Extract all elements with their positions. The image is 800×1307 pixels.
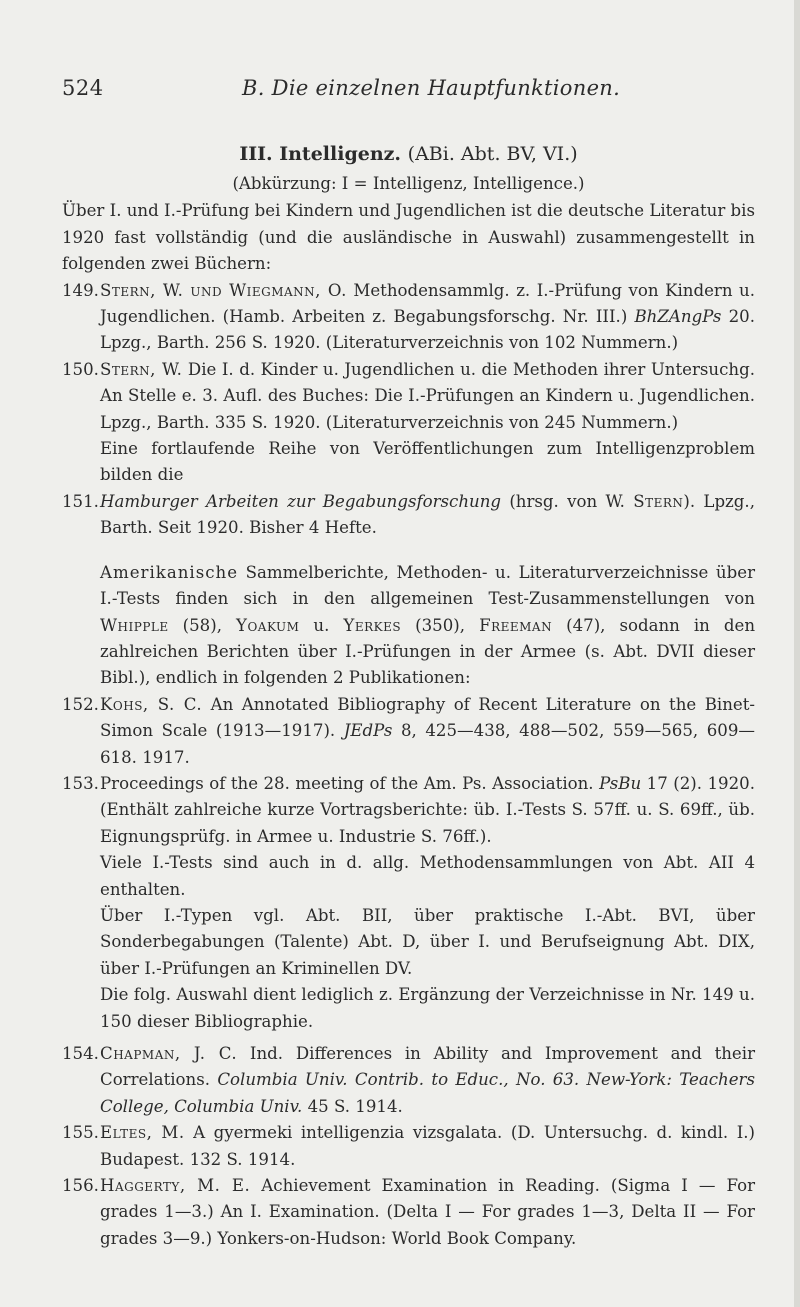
abbreviation-line: (Abkürzung: I = Intelligenz, Intelligence.)	[232, 174, 585, 193]
entry-title: Hamburger Arbeiten zur Begabungsforschung	[100, 491, 502, 511]
entry-series: Columbia Univ. Contrib. to Educ., No. 63. New-York: Teachers College, Columbia Univ.	[100, 1070, 755, 1116]
entry-number: 149.	[62, 280, 99, 300]
series-note: Eine fortlaufende Reihe von Veröffentlichungen zum Intelligenzproblem bilden die	[100, 439, 755, 485]
entry-author: Stern, W.	[100, 359, 183, 379]
entry-author: Chapman, J. C.	[100, 1044, 238, 1063]
section-title	[62, 140, 755, 168]
entry-text: Methodensammlg. z. I.-Prüfung von Kindern u. Jugendlichen. (Hamb. Arbeiten z. Begabungsforschg. Nr. III.)	[100, 280, 755, 327]
page-content	[62, 140, 755, 1252]
american-paragraph	[62, 560, 755, 692]
entry-text: A gyermeki intelligenzia vizsgalata. (D. Untersuchg. d. kindl. I.) Budapest. 132 S. 1914.	[100, 1123, 755, 1169]
author-yoakum: Yoakum	[236, 615, 300, 635]
entry-journal: JEdPs	[343, 721, 393, 741]
american-text-1: Sammelberichte, Methoden- u. Literaturverzeichnisse über I.-Tests finden sich in den allgemeinen Test-Zusammenstellungen von	[100, 562, 755, 609]
entry-number: 155.	[62, 1123, 99, 1143]
entry-text: (hrsg. von W.	[501, 491, 634, 511]
entry-text: Die I. d. Kinder u. Jugendlichen u. die Methoden ihrer Untersuchg. An Stelle e. 3. Aufl. des Buches: Die I.-Prüfungen an Kindern u. Jugendlichen. Lpzg., Barth. 335 S. 1920. (Literaturverzeichnis von 245 Nummern.)	[100, 359, 755, 432]
bib-entry-152	[62, 692, 755, 771]
entry-author: Stern, W. und Wiegmann, O.	[100, 280, 347, 300]
page-number: 524	[62, 76, 104, 100]
running-title: B. Die einzelnen Hauptfunktionen.	[242, 76, 621, 100]
intro-paragraph: Über I. und I.-Prüfung bei Kindern und Jugendlichen ist die deutsche Literatur bis 1920 fast vollständig (und die ausländische in Auswahl) zusammengestellt in folgenden zwei Büchern:	[62, 201, 755, 274]
entry-author: Stern	[633, 491, 684, 511]
bib-entry-153	[62, 771, 755, 850]
american-text-2: (58),	[168, 615, 237, 635]
bib-entry-156	[62, 1173, 755, 1252]
entry-text: Proceedings of the 28. meeting of the Am. Ps. Association.	[100, 773, 600, 793]
american-lead: Amerikanische	[100, 562, 239, 582]
note-types: Über I.-Typen vgl. Abt. BII, über praktische I.-Abt. BVI, über Sonderbegabungen (Talente) Abt. D, über I. und Berufseignung Abt. DIX, über I.-Prüfungen an Kriminellen DV.	[100, 905, 755, 978]
spacer	[62, 542, 755, 560]
american-text-4: (350),	[401, 615, 480, 635]
entry-number: 150.	[62, 359, 99, 379]
entry-number: 153.	[62, 773, 99, 793]
entry-number: 156.	[62, 1176, 99, 1196]
bib-entry-154	[62, 1041, 755, 1120]
page-edge-shadow	[794, 0, 800, 1307]
entry-number: 151.	[62, 491, 99, 511]
entry-tail: 17 (2). 1920. (Enthält zahlreiche kurze Vortragsberichte: üb. I.-Tests S. 57ff. u. S. 69ff., üb. Eignungsprüfg. in Armee u. Industrie S. 76ff.).	[100, 773, 755, 846]
entry-tail: 8, 425—438, 488—502, 559—565, 609—618. 1917.	[100, 721, 755, 767]
entry-series: BhZAngPs	[634, 307, 722, 327]
bib-entry-150	[62, 357, 755, 436]
bib-entry-149	[62, 278, 755, 357]
entry-tail: 45 S. 1914.	[302, 1096, 403, 1116]
note-selection: Die folg. Auswahl dient lediglich z. Ergänzung der Verzeichnisse in Nr. 149 u. 150 dieser Bibliographie.	[100, 985, 755, 1031]
author-freeman: Freeman	[479, 615, 553, 635]
entry-tail: 20. Lpzg., Barth. 256 S. 1920. (Literaturverzeichnis von 102 Nummern.)	[100, 307, 756, 353]
entry-number: 152.	[62, 694, 99, 714]
entry-text: Ind. Differences in Ability and Improvement and their Correlations.	[100, 1044, 755, 1090]
bib-entry-151	[62, 489, 755, 542]
entry-journal: PsBu	[599, 773, 642, 793]
note-methods: Viele I.-Tests sind auch in d. allg. Methodensammlungen von Abt. AII 4 enthalten.	[100, 853, 755, 899]
entry-author: Kohs, S. C.	[100, 694, 203, 714]
author-yerkes: Yerkes	[343, 615, 402, 635]
section-title-text: III. Intelligenz.	[239, 143, 402, 165]
section-title-ref: (ABi. Abt. BV, VI.)	[407, 143, 578, 165]
running-head	[62, 76, 752, 106]
entry-tail: ). Lpzg., Barth. Seit 1920. Bisher 4 Hefte.	[100, 491, 755, 538]
entry-author: Haggerty, M. E.	[100, 1176, 251, 1196]
author-whipple: Whipple	[100, 615, 169, 635]
entry-text: Achievement Examination in Reading. (Sigma I — For grades 1—3.) An I. Examination. (Delta I — For grades 1—3, Delta II — For grades 3—9.) Yonkers-on-Hudson: World Book Company.	[100, 1176, 756, 1248]
entry-number: 154.	[62, 1044, 99, 1063]
american-text-5: (47), sodann in den zahlreichen Berichten über I.-Prüfungen in der Armee (s. Abt. DVII dieser Bibl.), endlich in folgenden 2 Publikationen:	[100, 615, 756, 688]
bib-entry-155	[62, 1120, 755, 1173]
american-text-3: u.	[299, 615, 344, 635]
entry-author: Eltes, M.	[100, 1123, 185, 1143]
entry-text: An Annotated Bibliography of Recent Literature on the Binet-Simon Scale (1913—1917).	[100, 694, 755, 741]
